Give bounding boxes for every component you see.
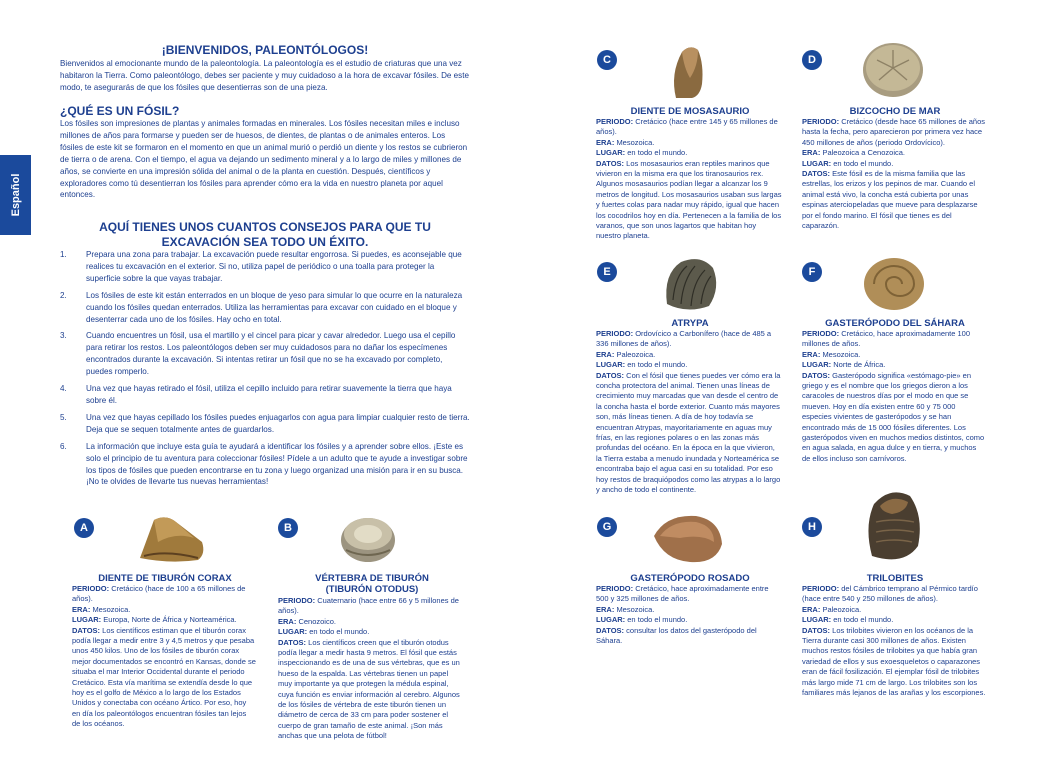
fossil-a-periodo: Cretácico (hace de 100 a 65 millones de años). [72,584,246,604]
fossil-g-lugar: en todo el mundo. [627,615,688,625]
label-datos: DATOS: [802,625,831,635]
tip-item [60,249,470,285]
fossil-section-text: Los fósiles son impresiones de plantas y animales formadas en minerales. Los fósiles necesitan miles e incluso millones de años para formarse y pueden ser de huesos, de dientes, de plantas o de animales enteros. Los fósiles de este kit se formaron en el momento en que un animal murió o perdió un diente y los restos se cubrieron de tierra o de arena. Con el tiempo, el agua va dejando un sedimento mineral y a lo largo de miles y millones de años, se convierte en una impresión sólida del animal o de la planta en cuestión. Después, científicos y exploradores como tú desentierran los fósiles para aprender cómo era la vida en nuestro planeta por aquel entonces. [60,119,468,200]
tip-text: Una vez que hayas retirado el fósil, utiliza el cepillo incluido para retirar suavemente la tierra que haya sobre él. [86,384,452,405]
fossil-d-era: Paleozoica a Cenozoica. [822,148,905,158]
fossil-g-body [596,584,782,646]
tip-number: 4. [60,384,67,394]
fossil-h-body [802,584,986,698]
fossil-b-title [272,573,472,595]
tips-title-line1: AQUÍ TIENES UNOS CUANTOS CONSEJOS PARA QUE TU [99,220,431,234]
fossil-d-lugar: en todo el mundo. [833,158,894,168]
fossil-b-periodo: Cuaternario (hace entre 66 y 5 millones de años). [278,596,459,616]
fossil-g-datos: consultar los datos del gasterópodo del Sáhara. [596,625,757,646]
welcome-title: ¡BIENVENIDOS, PALEONTÓLOGOS! [161,43,369,57]
fossil-c-badge: C [597,50,617,70]
tip-text: Cuando encuentres un fósil, usa el martillo y el cincel para picar y cavar alrededor. Luego usa el cepillo para retirar los restos. Los paleontólogos deben ser muy cuidadosos para no dañar los especímenes encontrados durante la excavación. Si intentas retirar un fósil que no se ha excavado por completo, puedes romperlo. [86,331,456,377]
label-lugar: LUGAR: [596,148,626,158]
label-era: ERA: [802,604,821,614]
fossil-f-periodo: Cretácico, hace aproximadamente 100 millones de años. [802,329,971,349]
label-era: ERA: [596,604,615,614]
label-periodo: PERIODO: [802,584,840,593]
fossil-c-title: DIENTE DE MOSASAURIO [630,106,750,117]
label-lugar: LUGAR: [802,360,832,370]
label-periodo: PERIODO: [802,117,840,126]
fossil-e-lugar: en todo el mundo. [627,360,688,370]
fossil-b-badge: B [278,518,298,538]
label-lugar: LUGAR: [802,615,832,625]
tip-item [60,383,470,407]
fossil-b-body [278,596,462,742]
label-era: ERA: [596,349,615,359]
fossil-g-periodo: Cretácico, hace aproximadamente entre 500 y 325 millones de años. [596,584,769,604]
sand-dollar-image [861,40,925,100]
label-datos: DATOS: [72,625,101,635]
label-periodo: PERIODO: [72,584,110,593]
tips-title-line2: EXCAVACIÓN SEA TODO UN ÉXITO. [161,235,369,249]
fossil-h-badge: H [802,517,822,537]
trilobite-image [862,486,926,566]
label-era: ERA: [802,349,821,359]
language-tab-label: Español [9,173,22,217]
tip-number: 6. [60,441,67,451]
shark-vertebra-image [338,510,398,566]
fossil-b-title-line1: VÉRTEBRA DE TIBURÓN [315,573,429,584]
fossil-b-title-line2: (TIBURÓN OTODUS) [325,584,419,595]
fossil-e-era: Paleozoica. [616,349,656,359]
label-datos: DATOS: [596,158,625,168]
fossil-f-lugar: Norte de África. [833,360,886,370]
label-periodo: PERIODO: [596,117,634,126]
label-lugar: LUGAR: [802,158,832,168]
tip-text: Una vez que hayas cepillado los fósiles puedes enjuagarlos con agua para limpiar cualquier resto de tierra. Deja que se sequen totalmente antes de guardarlos. [86,412,470,434]
fossil-e-datos: Con el fósil que tienes puedes ver cómo era la concha protectora del animal. Tienen unas líneas de crecimiento muy marcadas que van desde el centro de la concha hasta el borde exterior. Cuanto más mayores son, más líneas tienen. A día de hoy todavía se encuentran Atrypas, mayoritariamente en aguas muy frías, en las regiones polares o en las zonas más profundas del océano. En la época en la que vivieron, la Tierra estaba a menudo inundada y Norteamérica se encontraba bajo el agua casi en su totalidad. Por eso hoy restos de braquiópodos como las atrypas a lo largo y ancho de todo el continente. [596,370,781,495]
fossil-h-era: Paleozoica. [822,604,862,614]
fossil-a-era: Mesozoica. [92,604,131,614]
tip-number: 3. [60,331,67,341]
label-periodo: PERIODO: [278,596,316,605]
label-lugar: LUGAR: [596,615,626,625]
fossil-c-body [596,117,782,242]
label-datos: DATOS: [802,370,831,380]
fossil-d-badge: D [802,50,822,70]
tip-item [60,441,470,489]
label-era: ERA: [596,137,615,147]
fossil-f-body [802,329,986,464]
pink-gastropod-image [650,510,724,566]
label-lugar: LUGAR: [278,627,308,637]
label-lugar: LUGAR: [596,360,626,370]
label-lugar: LUGAR: [72,615,102,625]
label-datos: DATOS: [596,370,625,380]
tip-number: 5. [60,412,67,422]
mosasaur-tooth-image [668,44,708,100]
tip-text: La información que incluye esta guía te ayudará a identificar los fósiles y a aprender sobre ellos. ¡Este es solo el principio de tu aventura para coleccionar fósiles! Pídele a un adulto que te ayude a investigar sobre los tipos de fósiles que pueden encontrarse en tu zona y luego organizad una misión para ir en su busca. ¡No te olvides de llevarte tus nuevas herramientas! [86,441,468,487]
fossil-e-title: ATRYPA [671,318,709,329]
label-era: ERA: [278,616,297,626]
fossil-c-era: Mesozoica. [616,137,655,147]
fossil-d-periodo: Cretácico (desde hace 65 millones de años hasta la fecha, pero aparecieron por primera vez hace 450 millones de años (periodo Ordovícico). [802,117,986,147]
tip-item [60,290,470,326]
fossil-a-badge: A [74,518,94,538]
label-era: ERA: [802,148,821,158]
fossil-h-title: TRILOBITES [866,573,924,584]
label-datos: DATOS: [802,169,831,179]
welcome-text: Bienvenidos al emocionante mundo de la paleontología. La paleontología es el estudio de criaturas que una vez habitaron la Tierra. Como paleontólogo, debes ser paciente y muy cuidadoso a la hora de excavar fósiles. De este modo, te asegurarás de que los fósiles que desentierras son de una pieza. [60,59,469,92]
tip-number: 1. [60,250,67,259]
tip-item [60,412,470,436]
fossil-h-datos: Los trilobites vivieron en los océanos de la Tierra durante casi 300 millones de años. Existen muchos restos fósiles de trilobites ya que había gran variedad de ellos y sus exoesqueletos o caparazones eran de fácil fosilización. El ejemplar fósil de trilobites más largo mide 71 cm de largo. Los trilobites son los familiares más lejanos de las arañas y los escorpiones. [802,625,986,698]
fossil-b-era: Cenozoico. [298,616,336,626]
fossil-e-badge: E [597,262,617,282]
label-datos: DATOS: [596,625,625,635]
fossil-f-datos: Gasterópodo significa «estómago-pie» en griego y es el nombre que los griegos dieron a los caracoles de nuestros días por el modo en que se mueven. Hoy en día existen entre 60 y 75 000 especies vivientes de gasterópodos y se han encontrado más de 15 000 fósiles diferentes. Los gasterópodos viven en muchos medios distintos, como en agua salada, en agua dulce y en tierra, y muchos de ellos incluso son carnívoros. [802,370,985,463]
fossil-f-era: Mesozoica. [822,349,861,359]
tip-number: 2. [60,290,67,300]
label-periodo: PERIODO: [596,584,634,593]
tip-text: Los fósiles de este kit están enterrados en un bloque de yeso para simular lo que ocurre en la naturaleza cuando los fósiles quedan enterrados. Utiliza las herramientas para excavar con cuidado en el bloque y desenterrar cada uno de los fósiles. Hay ocho en total. [86,290,463,324]
fossil-h-lugar: en todo el mundo. [833,615,894,625]
fossil-e-body [596,329,782,496]
fossil-a-datos: Los científicos estiman que el tiburón corax podía llegar a medir entre 3 y 4,5 metros y que pesaba unos 450 kilos. Uno de los fósiles de tiburón corax mejor documentados se encontró en Kansas, donde se situaba el mar Interior Occidental durante el periodo Cretácico. Esta vía marítima se extendía desde lo que hoy es el golfo de México a lo largo de los Estados Unidos y conectaba con océano Ártico. Por eso, hoy en día los paleontólogos encuentran fósiles tan lejos de los océanos. [72,625,256,729]
label-periodo: PERIODO: [596,329,634,338]
label-periodo: PERIODO: [802,329,840,338]
fossil-a-title: DIENTE DE TIBURÓN CORAX [98,573,232,584]
fossil-a-body [72,584,256,730]
fossil-e-periodo: Ordovícico a Carbonífero (hace de 485 a 336 millones de años). [596,329,772,349]
fossil-f-badge: F [802,262,822,282]
label-datos: DATOS: [278,637,307,647]
fossil-section-title: ¿QUÉ ES UN FÓSIL? [60,104,180,118]
tip-text: Prepara una zona para trabajar. La excavación puede resultar engorrosa. Si puedes, es aconsejable que realices tu excavación en el exterior. Si no, utiliza papel de periódico o una toalla para proteger la superficie sobre la que vayas trabajar. [86,250,462,283]
shark-tooth-image [136,512,208,564]
fossil-d-title: BIZCOCHO DE MAR [849,106,941,117]
fossil-b-lugar: en todo el mundo. [309,627,370,637]
label-era: ERA: [72,604,91,614]
fossil-a-lugar: Europa, Norte de África y Norteamérica. [103,615,237,625]
fossil-d-datos: Este fósil es de la misma familia que las estrellas, los erizos y los pepinos de mar. Cuando el animal está vivo, la concha está cubierta por unas espinas aterciopeladas que mueve para desplazarse por el fondo marino. El fósil que tienes es del caparazón. [802,169,978,231]
fossil-g-era: Mesozoica. [616,604,655,614]
fossil-c-periodo: Cretácico (hace entre 145 y 65 millones de años). [596,117,778,137]
language-tab [0,155,31,235]
fossil-c-datos: Los mosasaurios eran reptiles marinos que vivieron en la misma era que los tiranosaurios rex. Algunos mosasaurios podían llegar a alcanzar los 9 metros de longitud. Los mosasaurios usaban sus largas y fuertes colas para nadar muy rápido, igual que hacen los cocodrilos hoy en día. Pertenecen a la familia de los varanos, que son unos lagartos que habitan hoy nuestro planeta. [596,158,782,241]
tips-title [60,220,470,250]
fossil-c-lugar: en todo el mundo. [627,148,688,158]
fossil-d-body [802,117,986,231]
tip-item [60,330,470,378]
fossil-g-title: GASTERÓPODO ROSADO [630,573,750,584]
fossil-f-title: GASTERÓPODO DEL SÁHARA [825,318,965,329]
fossil-g-badge: G [597,517,617,537]
atrypa-image [661,254,721,314]
sahara-gastropod-image [860,254,926,312]
fossil-b-datos: Los científicos creen que el tiburón otodus podía llegar a medir hasta 9 metros. El fósil que estás inspeccionando es de una de sus vértebras, que es un hueso de la espalda. Las vértebras tienen un papel muy importante ya que protegen la médula espinal, cuya función es enviar información al cerebro. Algunos de los fósiles de vértebra de este tiburón tienen un diámetro de cerca de 33 cm para poder sostener el cuerpo de gran tamaño de este animal. ¡Son más anchas que una pelota de fútbol! [278,637,460,741]
fossil-h-periodo: del Cámbrico temprano al Pérmico tardío (hace entre 540 y 250 millones de años). [802,584,978,604]
tips-list [60,249,470,493]
